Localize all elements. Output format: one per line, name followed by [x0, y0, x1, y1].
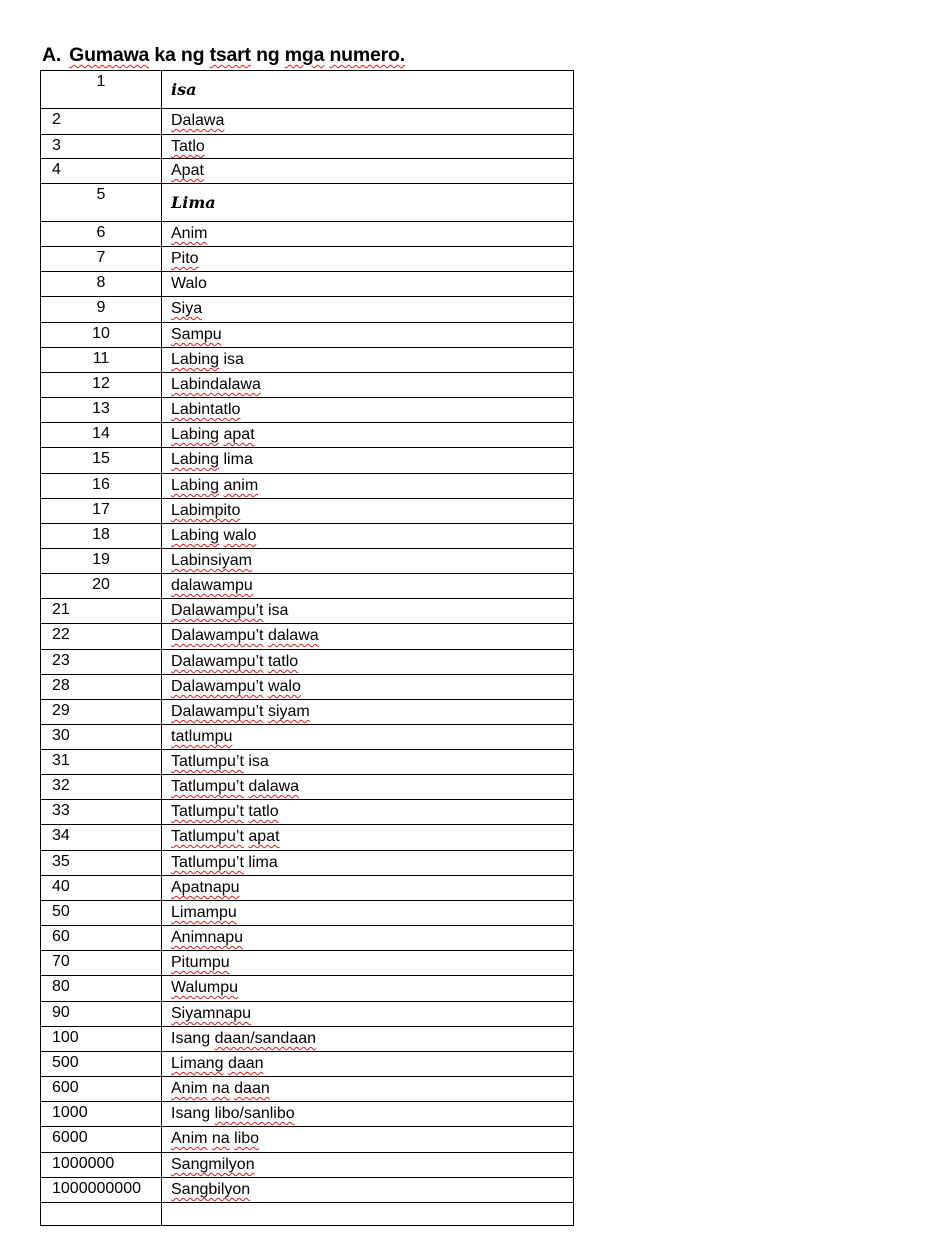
number-word-cell [162, 851, 574, 876]
number-cell: 1000000000 [41, 1178, 162, 1203]
number-word: dalawa [248, 778, 300, 795]
table-row [41, 272, 574, 297]
number-word: walo [267, 678, 301, 695]
table-row [41, 184, 574, 222]
number-word: Dalawampu’t [171, 627, 264, 644]
number-word-cell [162, 159, 574, 184]
number-cell: 29 [41, 700, 162, 725]
number-cell: 500 [41, 1052, 162, 1077]
number-word: Tatlumpu’t [171, 778, 244, 795]
number-word-cell [162, 750, 574, 775]
table-row [41, 976, 574, 1002]
number-word: apat [248, 828, 280, 845]
table-row [41, 1052, 574, 1077]
number-word: Animnapu [171, 929, 244, 946]
number-word: na [211, 1080, 230, 1097]
number-word-cell [162, 297, 574, 323]
number-cell: 70 [41, 951, 162, 976]
number-cell: 14 [41, 423, 162, 448]
heading-word: ng [256, 44, 280, 66]
number-word-cell [162, 448, 574, 474]
number-chart-table [40, 70, 574, 1226]
number-word: daan [227, 1055, 264, 1072]
number-word: Labintatlo [171, 401, 241, 418]
number-cell: 21 [41, 599, 162, 624]
number-word-cell [162, 675, 574, 700]
number-cell: 7 [41, 247, 162, 272]
number-word: Isang [171, 1105, 211, 1122]
number-word: Isang [171, 1030, 211, 1047]
number-word: na [211, 1130, 230, 1147]
number-cell: 80 [41, 976, 162, 1002]
number-word: dalawa [267, 627, 319, 644]
heading-word: mga [284, 44, 325, 66]
number-word: Tatlo [171, 138, 205, 155]
number-word-cell [162, 650, 574, 675]
number-word: libo/sanlibo [214, 1105, 295, 1122]
number-cell: 18 [41, 524, 162, 549]
number-cell: 11 [41, 348, 162, 373]
number-cell: 12 [41, 373, 162, 398]
heading-word: ng [180, 44, 205, 66]
number-word-cell [162, 323, 574, 348]
table-row [41, 524, 574, 549]
number-word: Tatlumpu’t [171, 753, 244, 770]
table-row [41, 700, 574, 725]
number-word-cell [162, 423, 574, 448]
number-word-cell [162, 247, 574, 272]
table-row [41, 750, 574, 775]
number-word: Labing [171, 351, 220, 368]
number-word: Dalawa [171, 112, 225, 129]
number-cell: 8 [41, 272, 162, 297]
number-word-cell [162, 184, 574, 222]
number-cell: 15 [41, 448, 162, 474]
number-cell: 5 [41, 184, 162, 222]
number-word-cell [162, 624, 574, 650]
number-cell: 28 [41, 675, 162, 700]
number-word: Labindalawa [171, 376, 261, 393]
number-cell: 16 [41, 474, 162, 499]
number-word: walo [223, 527, 257, 544]
heading-marker: A. [42, 44, 62, 66]
number-word-cell [162, 348, 574, 373]
number-cell: 33 [41, 800, 162, 825]
table-row [41, 71, 574, 109]
number-cell: 50 [41, 901, 162, 926]
number-word: dalawampu [171, 577, 253, 594]
number-cell: 1000000 [41, 1153, 162, 1178]
number-word: lima [248, 854, 278, 871]
number-word: Apat [171, 162, 204, 179]
table-row [41, 448, 574, 474]
number-word: Sangmilyon [171, 1156, 255, 1173]
number-cell: 90 [41, 1002, 162, 1027]
number-word-cell [162, 574, 574, 599]
number-word-cell [162, 398, 574, 423]
number-word: Labing [171, 527, 220, 544]
number-word: Sangbilyon [171, 1181, 251, 1198]
table-row [41, 1077, 574, 1102]
number-cell: 40 [41, 876, 162, 901]
number-cell: 4 [41, 159, 162, 184]
number-word: Tatlumpu’t [171, 803, 244, 820]
number-word-cell [162, 1203, 574, 1226]
number-cell: 1 [41, 71, 162, 109]
table-row [41, 725, 574, 750]
number-word: Dalawampu’t [171, 678, 264, 695]
number-word-cell [162, 1153, 574, 1178]
number-word: isa [267, 602, 289, 619]
number-word-cell [162, 876, 574, 901]
number-cell: 600 [41, 1077, 162, 1102]
table-row [41, 297, 574, 323]
number-word: libo [234, 1130, 260, 1147]
number-word: isa [248, 753, 269, 770]
number-word: Dalawampu’t [171, 602, 264, 619]
number-word-cell [162, 1102, 574, 1127]
table-row [41, 1102, 574, 1127]
table-row [41, 599, 574, 624]
table-row [41, 851, 574, 876]
number-word-cell [162, 901, 574, 926]
table-row [41, 348, 574, 373]
table-row [41, 109, 574, 135]
number-word-cell [162, 549, 574, 574]
number-cell: 60 [41, 926, 162, 951]
number-word: apat [223, 426, 255, 443]
number-word: Walo [171, 275, 207, 292]
heading-text [69, 44, 405, 66]
number-word: Labimpito [171, 502, 241, 519]
number-word-cell [162, 976, 574, 1002]
table-row [41, 624, 574, 650]
table-row [41, 574, 574, 599]
number-word: Anim [171, 1080, 208, 1097]
number-word-cell [162, 474, 574, 499]
number-word-cell [162, 524, 574, 549]
number-word: anim [223, 477, 259, 494]
number-cell: 35 [41, 851, 162, 876]
number-word: tatlumpu [171, 728, 233, 745]
number-word: tatlo [248, 803, 279, 820]
table-row [41, 159, 574, 184]
number-word-cell [162, 222, 574, 247]
number-word: Apatnapu [171, 879, 240, 896]
number-cell: 9 [41, 297, 162, 323]
table-row [41, 323, 574, 348]
number-word-cell [162, 599, 574, 624]
number-cell: 31 [41, 750, 162, 775]
number-word: daan [234, 1080, 270, 1097]
number-word: Tatlumpu’t [171, 828, 244, 845]
number-cell: 23 [41, 650, 162, 675]
number-word: Labing [171, 451, 220, 468]
number-word: isa [223, 351, 244, 368]
number-word-cell [162, 135, 574, 159]
number-word-cell [162, 1127, 574, 1153]
number-word: Walumpu [171, 979, 238, 996]
number-word-cell [162, 373, 574, 398]
heading-word: ka [154, 44, 176, 66]
table-row [41, 1178, 574, 1203]
table-row [41, 800, 574, 825]
number-word: Labinsiyam [171, 552, 252, 569]
number-word: Labing [171, 477, 220, 494]
number-cell: 6 [41, 222, 162, 247]
number-word-cell [162, 951, 574, 976]
table-row [41, 247, 574, 272]
number-word-cell [162, 926, 574, 951]
number-word: isa [171, 80, 197, 99]
number-word: Pitumpu [171, 954, 230, 971]
table-row [41, 825, 574, 851]
number-word-cell [162, 272, 574, 297]
table-row [41, 1203, 574, 1226]
table-row [41, 549, 574, 574]
exercise-heading [42, 44, 405, 67]
table-row [41, 1027, 574, 1052]
table-row [41, 675, 574, 700]
heading-word: Gumawa [69, 44, 150, 66]
table-row [41, 650, 574, 675]
table-row [41, 951, 574, 976]
number-word-cell [162, 1027, 574, 1052]
number-word: tatlo [267, 653, 299, 670]
number-word: Limampu [171, 904, 237, 921]
number-word: daan/sandaan [214, 1030, 317, 1047]
number-word: Anim [171, 1130, 208, 1147]
number-word-cell [162, 1178, 574, 1203]
number-word: lima [223, 451, 253, 468]
table-row [41, 474, 574, 499]
number-word: Dalawampu’t [171, 653, 264, 670]
number-cell: 17 [41, 499, 162, 524]
number-cell: 30 [41, 725, 162, 750]
number-word: Siya [171, 300, 203, 317]
number-word-cell [162, 1077, 574, 1102]
number-cell [41, 1203, 162, 1226]
number-cell: 32 [41, 775, 162, 800]
number-word: siyam [267, 703, 310, 720]
table-row [41, 373, 574, 398]
number-cell: 20 [41, 574, 162, 599]
table-row [41, 135, 574, 159]
table-row [41, 1153, 574, 1178]
number-word-cell [162, 71, 574, 109]
number-word: Lima [171, 193, 216, 212]
number-word: Siyamnapu [171, 1005, 252, 1022]
number-word-cell [162, 825, 574, 851]
table-row [41, 398, 574, 423]
table-row [41, 775, 574, 800]
number-word-cell [162, 800, 574, 825]
number-word-cell [162, 499, 574, 524]
number-word: Anim [171, 225, 208, 242]
number-cell: 2 [41, 109, 162, 135]
number-cell: 10 [41, 323, 162, 348]
number-word-cell [162, 109, 574, 135]
heading-word: numero. [329, 44, 405, 66]
number-word: Labing [171, 426, 220, 443]
number-word: Dalawampu’t [171, 703, 264, 720]
number-cell: 34 [41, 825, 162, 851]
number-cell: 22 [41, 624, 162, 650]
number-word-cell [162, 1002, 574, 1027]
number-word: Limang [171, 1055, 224, 1072]
number-cell: 3 [41, 135, 162, 159]
number-word-cell [162, 725, 574, 750]
table-row [41, 926, 574, 951]
table-row [41, 1002, 574, 1027]
number-word: Sampu [171, 326, 222, 343]
table-row [41, 1127, 574, 1153]
number-cell: 1000 [41, 1102, 162, 1127]
number-cell: 13 [41, 398, 162, 423]
table-row [41, 499, 574, 524]
number-word-cell [162, 700, 574, 725]
number-cell: 100 [41, 1027, 162, 1052]
number-word: Tatlumpu’t [171, 854, 244, 871]
table-row [41, 222, 574, 247]
number-word-cell [162, 775, 574, 800]
heading-word: tsart [209, 44, 251, 66]
number-cell: 19 [41, 549, 162, 574]
table-row [41, 876, 574, 901]
table-row [41, 423, 574, 448]
number-word: Pito [171, 250, 199, 267]
number-word-cell [162, 1052, 574, 1077]
table-row [41, 901, 574, 926]
number-cell: 6000 [41, 1127, 162, 1153]
